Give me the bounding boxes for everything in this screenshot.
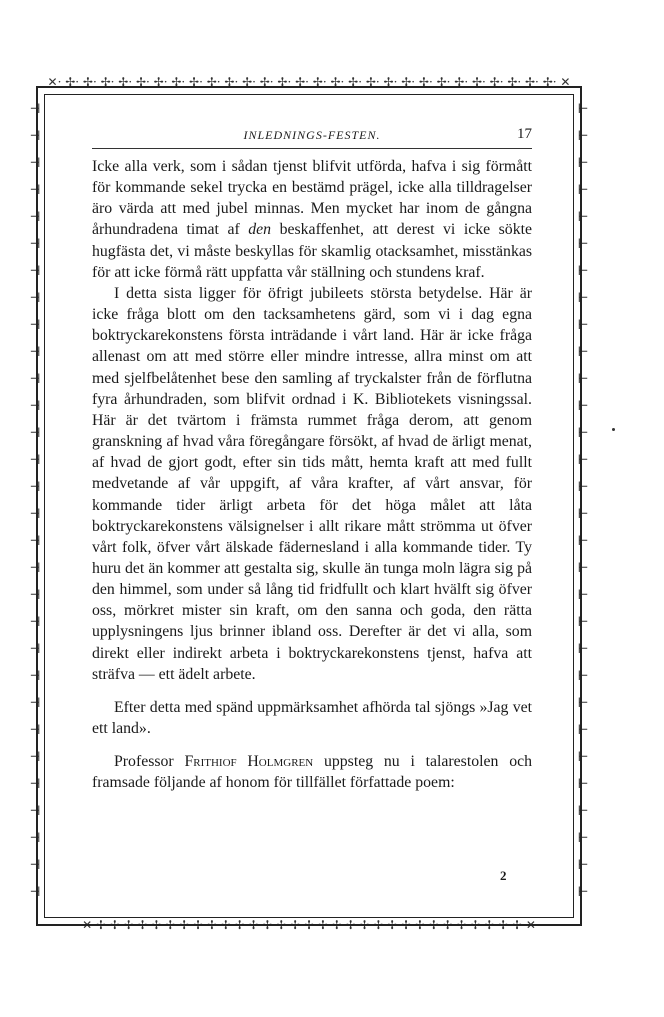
running-title: INLEDNINGS-FESTEN. bbox=[243, 128, 381, 142]
left-ornament-border: ⊣ ⊣ ⊣ ⊣ ⊣ ⊣ ⊣ ⊣ ⊣ ⊣ ⊣ ⊣ ⊣ ⊣ ⊣ ⊣ ⊣ ⊣ ⊣ ⊣ ⊣ ⊣ ⊣ ⊣ ⊣ ⊣ ⊣ ⊣ ⊣ ⊣ bbox=[29, 102, 41, 900]
paragraph-1-text: Icke alla verk, som i sådan tjenst blifvit utförda, hafva i sig förmått för kommande sekel trycka en bestämd prägel, icke alla tilldragelser äro värda att med jubel minnas. Men mycket har inom de gångna århundradena timat af bbox=[92, 158, 532, 239]
header-rule bbox=[92, 148, 532, 149]
paragraph-1 bbox=[92, 156, 532, 283]
bottom-ornament-border: ✕ ✢ ✢ ✢ ✢ ✢ ✢ ✢ ✢ ✢ ✢ ✢ ✢ ✢ ✢ ✢ ✢ ✢ ✢ ✢ ✢ ✢ ✢ ✢ ✢ ✢ ✢ ✢ ✢ ✢ ✢ ✢ ✕ bbox=[82, 919, 536, 931]
margin-speck bbox=[612, 428, 615, 431]
running-head bbox=[92, 126, 532, 146]
paragraph-1-text-end: beskaffenhet, att derest vi icke sökte hugfästa det, vi måste beskyllas för skamlig otacksamhet, misstänkas för att icke förmå rätt uppfatta vår ställning och stundens kraf. bbox=[92, 221, 533, 281]
paragraph-2: I detta sista ligger för öfrigt jubileets största betydelse. Här är icke fråga blott om den tacksamhetens gärd, som vi i dag egna boktryckarekonstens första inträdande i vårt land. Här är icke fråga allenast om att med större eller mindre intresse, allra minst om att med sjelfbelåtenhet bese den samling af tryckalster från de förflutna fyra århundraden, som blifvit ordnad i K. Bibliotekets visningssal. Här är det tvärtom i främsta rummet fråga derom, att genom granskning af hvad våra föregångare försökt, af hvad de ärligt menat, af hvad de gjort godt, efter sin tids mått, hemta kraft att med fullt medvetande af vår uppgift, af våra krafter, af vårt ansvar, för kommande tider ärligt arbeta för det höga målet att låta boktryckarekonstens välsignelser i allt rikare mått strömma ut öfver vårt folk, öfver vårt älskade fädernesland i alla kommande tider. Ty huru det än kommer att gestalta sig, skulle än tunga moln lägra sig på den himmel, som under så lång tid fridfullt och klart hvälft sig öfver oss, mörkret mister sin kraft, om den sanna och goda, den rätta upplysningens ljus brinner ibland oss. Derefter är det vi alla, som direkt eller indirekt arbeta i boktryckarekonstens tjenst, hafva att sträfva — ett ädelt arbete. bbox=[92, 284, 532, 683]
top-ornament-border: ✕· ✢· ✢· ✢· ✢· ✢· ✢· ✢· ✢· ✢· ✢· ✢· ✢· ✢· ✢· ✢· ✢· ✢· ✢· ✢· ✢· ✢· ✢· ✢· ✢· ✢· ✢· ✢· ✢· ✕ bbox=[47, 76, 571, 88]
paragraph-3: Efter detta med spänd uppmärksamhet afhörda tal sjöngs »Jag vet ett land». bbox=[92, 698, 532, 738]
paragraph-4 bbox=[92, 751, 532, 793]
body-text bbox=[92, 156, 532, 794]
paragraph-4-post: uppsteg nu i talarestolen och framsade följande af honom för tillfället författade poem: bbox=[92, 753, 532, 792]
paragraph-1-emphasis: den bbox=[248, 221, 272, 239]
right-ornament-border: ⊢ ⊢ ⊢ ⊢ ⊢ ⊢ ⊢ ⊢ ⊢ ⊢ ⊢ ⊢ ⊢ ⊢ ⊢ ⊢ ⊢ ⊢ ⊢ ⊢ ⊢ ⊢ ⊢ ⊢ ⊢ ⊢ ⊢ ⊢ ⊢ ⊢ bbox=[577, 102, 589, 900]
paragraph-4-pre: Professor bbox=[114, 753, 185, 771]
page-number: 17 bbox=[517, 126, 532, 142]
speaker-name: Frithiof Holmgren bbox=[184, 753, 314, 771]
signature-mark: 2 bbox=[500, 868, 507, 883]
